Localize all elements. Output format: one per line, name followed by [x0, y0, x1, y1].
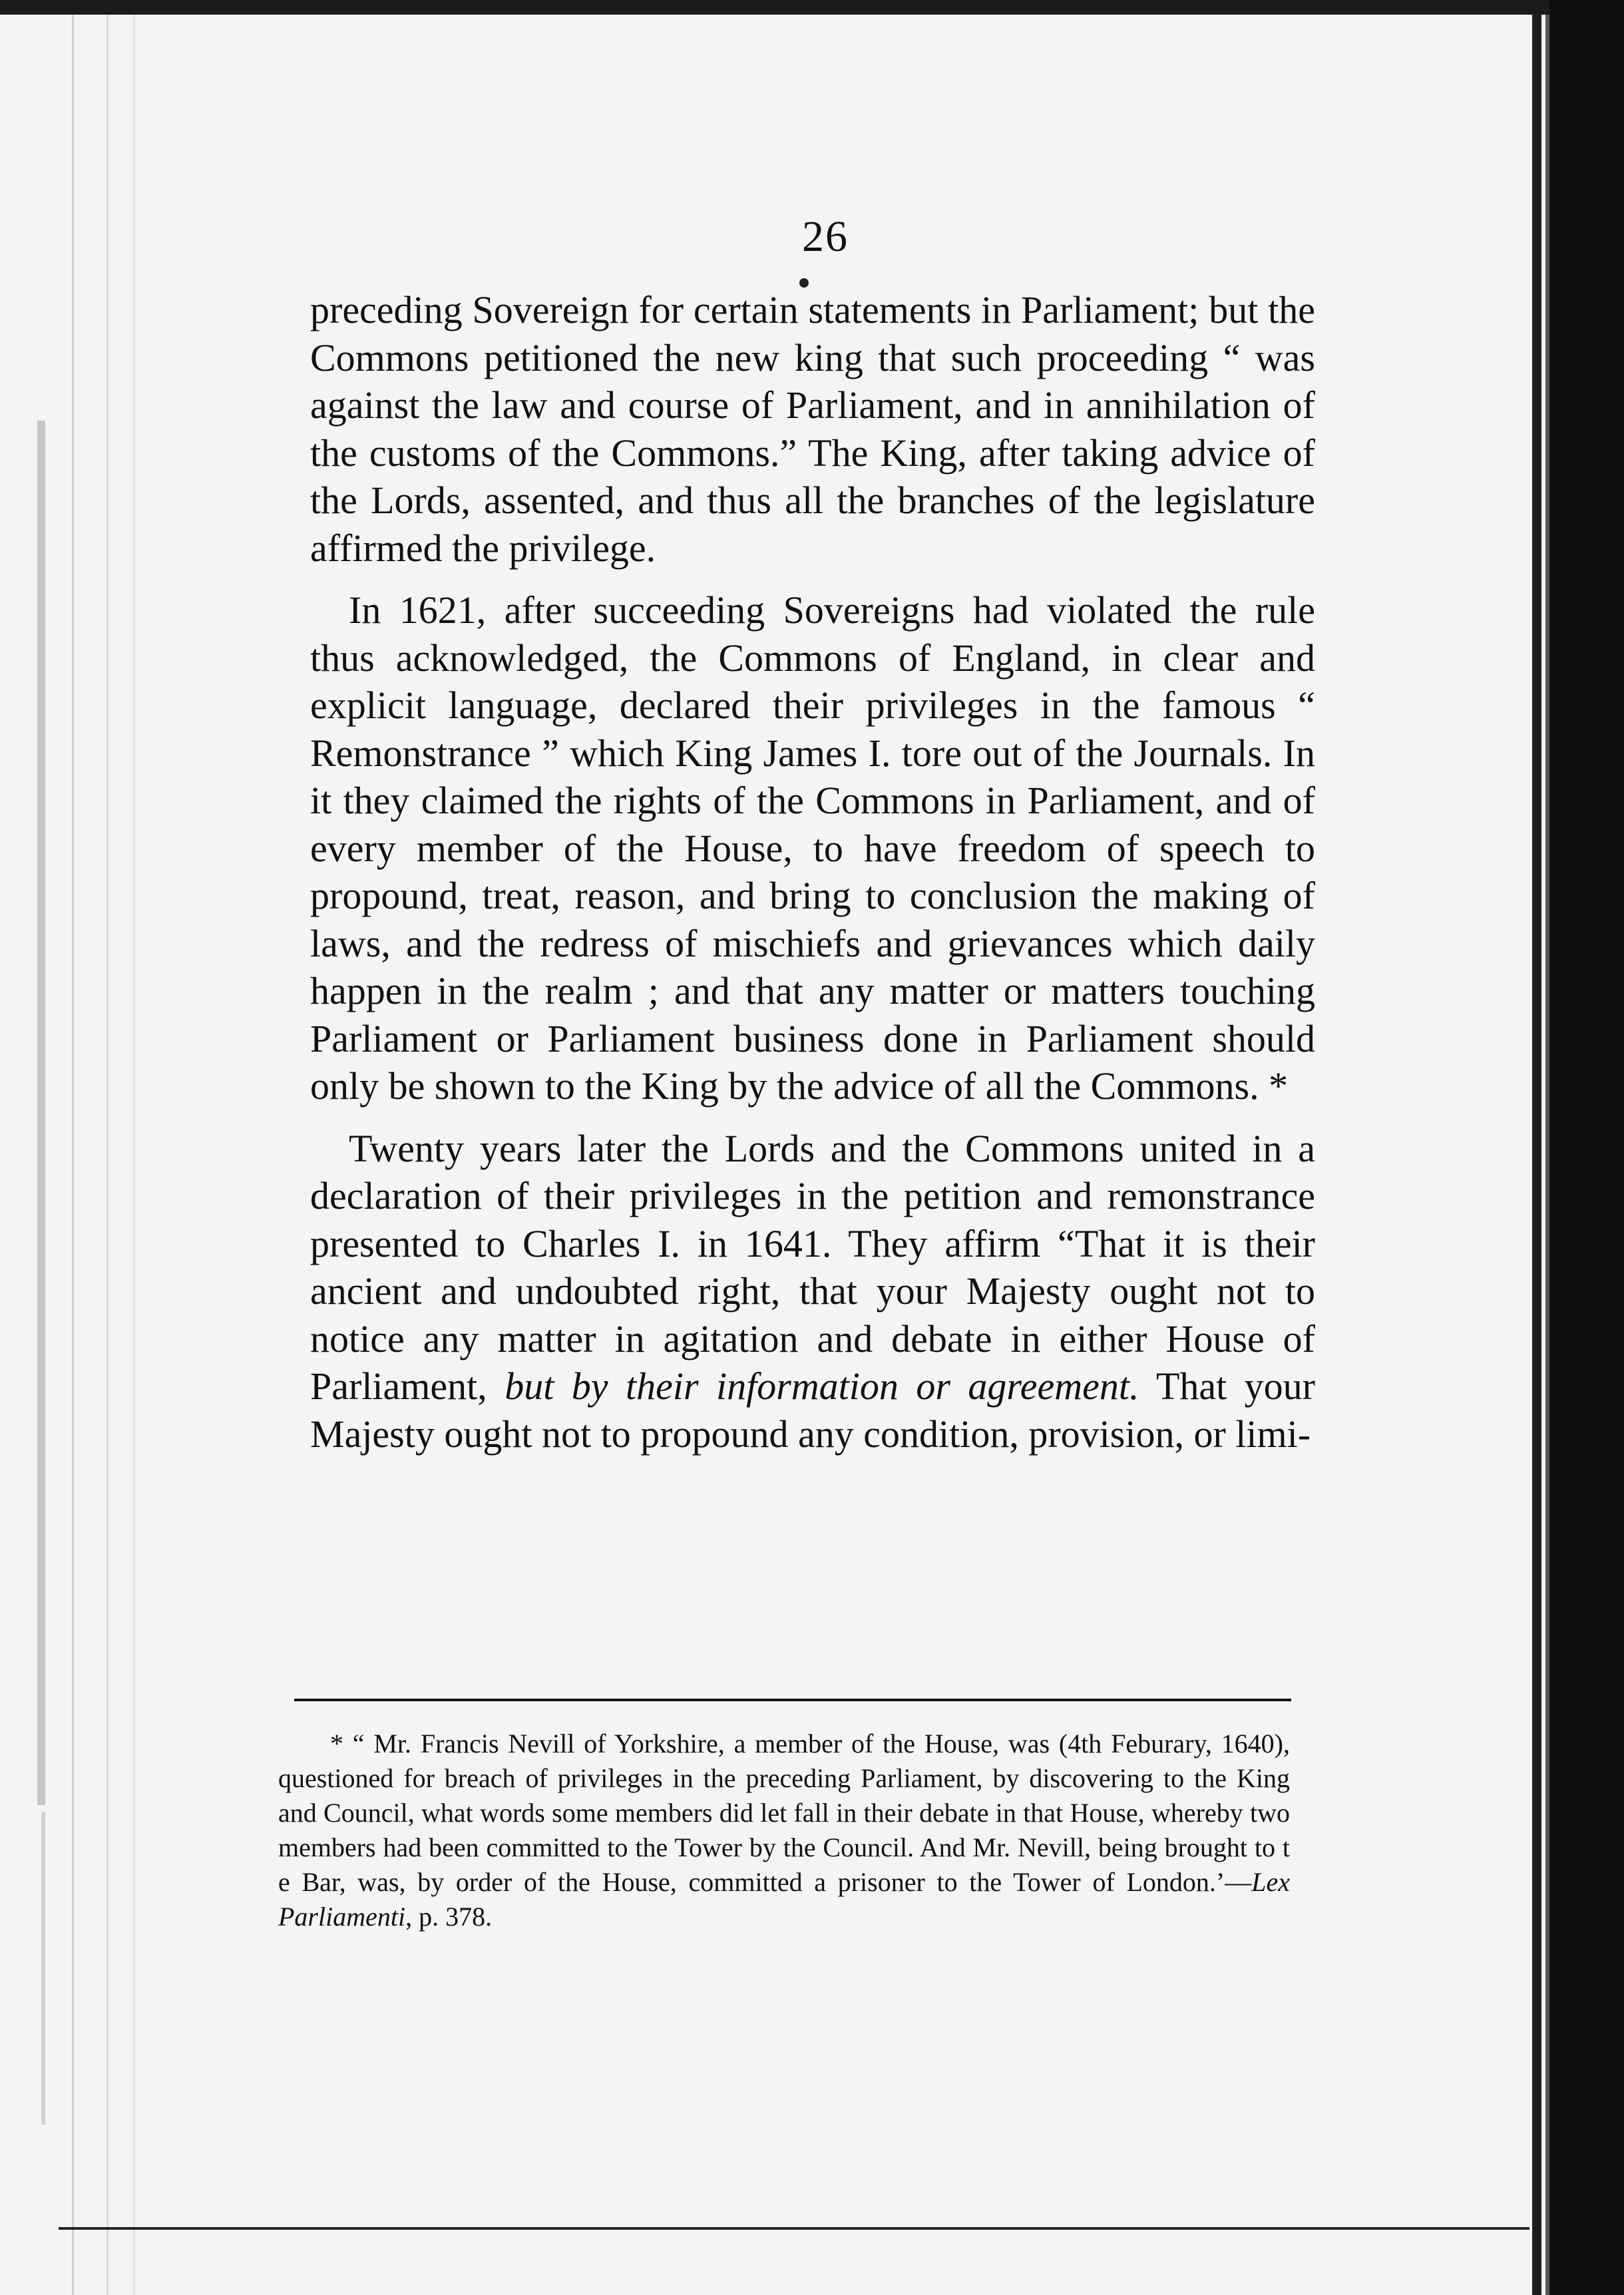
- paragraph: [310, 586, 1315, 1110]
- page-edge-line: [133, 15, 135, 2295]
- footnote: [278, 1727, 1290, 1934]
- page-edge-line: [106, 15, 108, 2295]
- paragraph: [310, 1125, 1315, 1458]
- scan-top-edge: [0, 0, 1624, 15]
- paragraph-text: Twenty years later the Lords and the Commons united in a declaration of their privileges in the petition and remonstrance presented to Charles I. in 1641. They affirm “That it is their ancient and undoubted right, that your Majesty ought not to notice any matter in agitation and debate in either House of Parliament,: [310, 1126, 1315, 1408]
- scan-right-gutter: [1549, 0, 1624, 2295]
- page-edge-line: [72, 15, 74, 2295]
- footnote-source-page: , p. 378.: [405, 1902, 493, 1932]
- left-margin-mark: [37, 421, 45, 1805]
- paragraph-text: In 1621, after succeeding Sovereigns had violated the rule thus acknowledged, the Commons of England, in clear and explicit language, declared their privileges in the famous “ Remonstrance ” which King James I. tore out of the Journals. In it they claimed the rights of the Commons in Parliament, and of every member of the House, to have freedom of speech to propound, treat, reason, and bring to conclusion the making of laws, and the redress of mischiefs and grievances which daily happen in the realm ; and that any matter or matters touching Parliament or Parliament business done in Parliament should only be shown to the King by the advice of all the Commons. *: [310, 588, 1315, 1108]
- footnote-text: * “ Mr. Francis Nevill of Yorkshire, a member of the House, was (4th Feburary, 1640), questioned for breach of privileges in the preceding Parliament, by discovering to the King and Council, what words some members did let fall in their debate in that House, whereby two members had been committed to the Tower by the Council. And Mr. Nevill, being brought to t e Bar, was, by order of the House, committed a prisoner to the Tower of London.’—: [278, 1729, 1290, 1897]
- paragraph: [310, 286, 1315, 572]
- body-text: [310, 286, 1315, 1458]
- paragraph-text: preceding Sovereign for certain statements in Parliament; but the Commons petitioned the new king that such proceeding “ was against the law and course of Parliament, and in annihilation of the customs of the Commons.” The King, after taking advice of the Lords, assented, and thus all the branches of the legislature affirmed the privilege.: [310, 288, 1315, 570]
- footnote-source-title: Lex Parliamenti: [278, 1867, 1290, 1932]
- left-margin-mark: [41, 1812, 45, 2125]
- footnote-rule: [294, 1699, 1291, 1701]
- scan-frame-line: [59, 2227, 1529, 2230]
- binding-edge: [1532, 15, 1541, 2295]
- italic-emphasis: but by their information or agreement.: [505, 1364, 1139, 1408]
- paragraph-text: That your Majesty ought not to propound any condition, provision, or limi-: [310, 1364, 1315, 1456]
- page-number: 26: [802, 212, 849, 261]
